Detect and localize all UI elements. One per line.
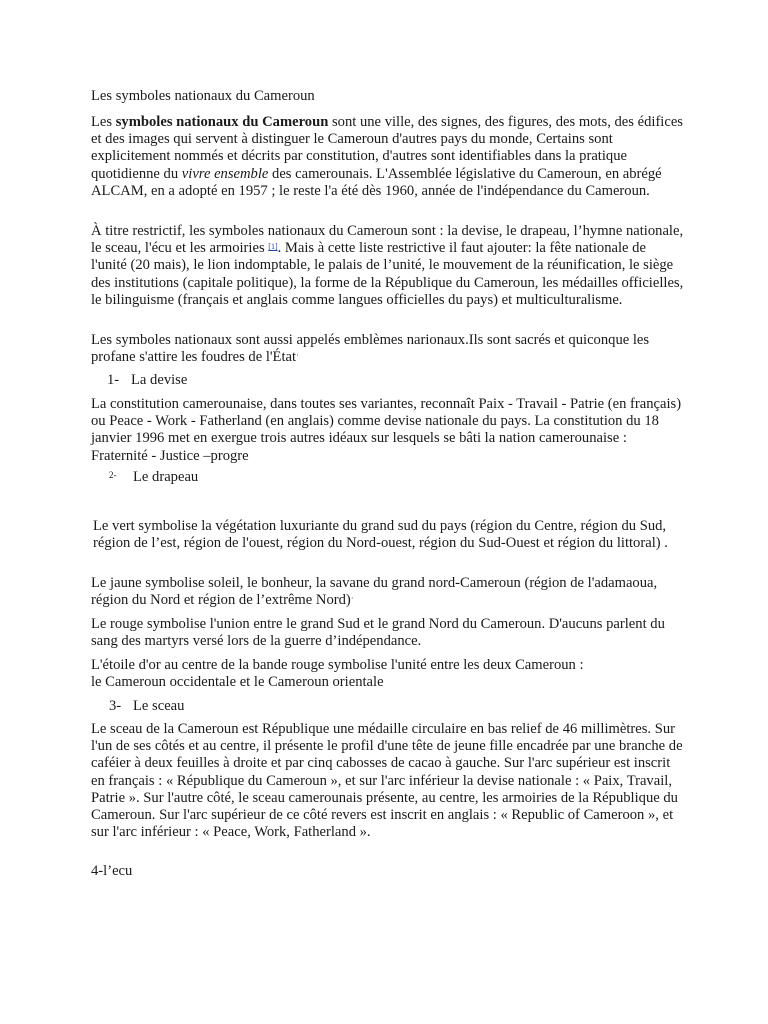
yellow-paragraph: Le jaune symbolise soleil, le bonheur, la savane du grand nord-Cameroun (région de l'adamaoua, région du Nord et région de l’extrême Nord)· [91, 575, 658, 609]
section-heading-devise: 1- La devise [107, 372, 188, 388]
italic-term: vivre ensemble [181, 165, 269, 182]
link-term: 18 janvier 1996 [91, 413, 659, 447]
section-heading-drapeau: 2- Le drapeau [109, 469, 199, 485]
green-paragraph: Le vert symbolise la végétation luxuriante du grand sud du pays (région du Centre, région du Sud, région de l’est, région de l'ouest, région du Nord-ouest, région du Sud-Ouest et région du littoral) . [93, 518, 668, 552]
list-paragraph: À titre restrictif, les symboles nationaux du Cameroun sont : la devise, le drapeau, l’hymne nationale, le sceau, l'écu et les armoiries [1]. Mais à cette liste restrictive il faut ajouter: la fête nationale de l'unité (20 mais), le lion indomptable, le palais de l’unité, le mouvement de la réunification, le siège des institutions (capitale politique), la forme de la République du Cameroun, les médailles officielles, le bilinguisme (français et anglais comme langues officielles du pays) et multiculturalisme. [91, 223, 684, 308]
emblems-paragraph: Les symboles nationaux sont aussi appelés emblèmes narionaux.Ils sont sacrés et quiconque les profane s'attire les foudres de l'État· [91, 332, 650, 366]
bold-term: symboles nationaux du Cameroun [115, 114, 329, 130]
red-paragraph: Le rouge symbolise l'union entre le grand Sud et le grand Nord du Cameroun. D'aucuns parlent du sang des martyrs versé lors de la guerre d’indépendance. [91, 616, 665, 650]
devise-paragraph: La constitution camerounaise, dans toutes ses variantes, reconnaît Paix - Travail - Patrie (en français) ou Peace - Work - Fatherland (en anglais) comme devise nationale du pays. La constitution du 18 janvier 1996 met en exergue trois autres idéaux sur lesquels se bâti la nation camerounaise : Fraternité - Justice –progre [91, 396, 682, 464]
intro-paragraph: Les symboles nationaux du Cameroun sont une ville, des signes, des figures, des mots, des édifices et des images qui servent à distinguer le Cameroun d'autres pays du monde, Certains sont explicitement nommés et décrits par constitution, d'autres sont identifiables dans la pratique quotidienne du vivre ensemble des camerounais. L'Assemblée législative du Cameroun, en abrégé ALCAM, en a adopté en 1957 ; le reste l'a été dès 1960, année de l'indépendance du Cameroun. [91, 114, 683, 199]
link-term: constitution camerounaise [110, 396, 263, 412]
section-heading-ecu: 4-l’ecu [91, 863, 133, 879]
sceau-paragraph: Le sceau de la Cameroun est République une médaille circulaire en bas relief de 46 millimètres. Sur l'un de ses côtés et au centre, il présente le profil d'une tête de jeune fille encadrée par une branche de caféier à deux feuilles à droite et par cinq cabosses de cacao à gauche. Sur l'arc supérieur est inscrit en français : « République du Cameroun », et sur l'arc inférieur la devise nationale : « Paix, Travail, Patrie ». Sur l'autre côté, le sceau camerounais présente, au centre, les armoiries de la République du Cameroun. Sur l'arc supérieur de ce côté revers est inscrit en anglais : « Republic of Cameroon », et sur l'arc inférieur : « Peace, Work, Fatherland ». [91, 721, 683, 841]
star-paragraph: L'étoile d'or au centre de la bande rouge symbolise l'unité entre les deux Cameroun : le Cameroun occidentale et le Cameroun orientale [91, 657, 584, 691]
document-title: Les symboles nationaux du Cameroun [91, 88, 315, 104]
footnote-link[interactable]: [1] [268, 242, 278, 252]
section-heading-sceau: 3- Le sceau [109, 698, 185, 714]
